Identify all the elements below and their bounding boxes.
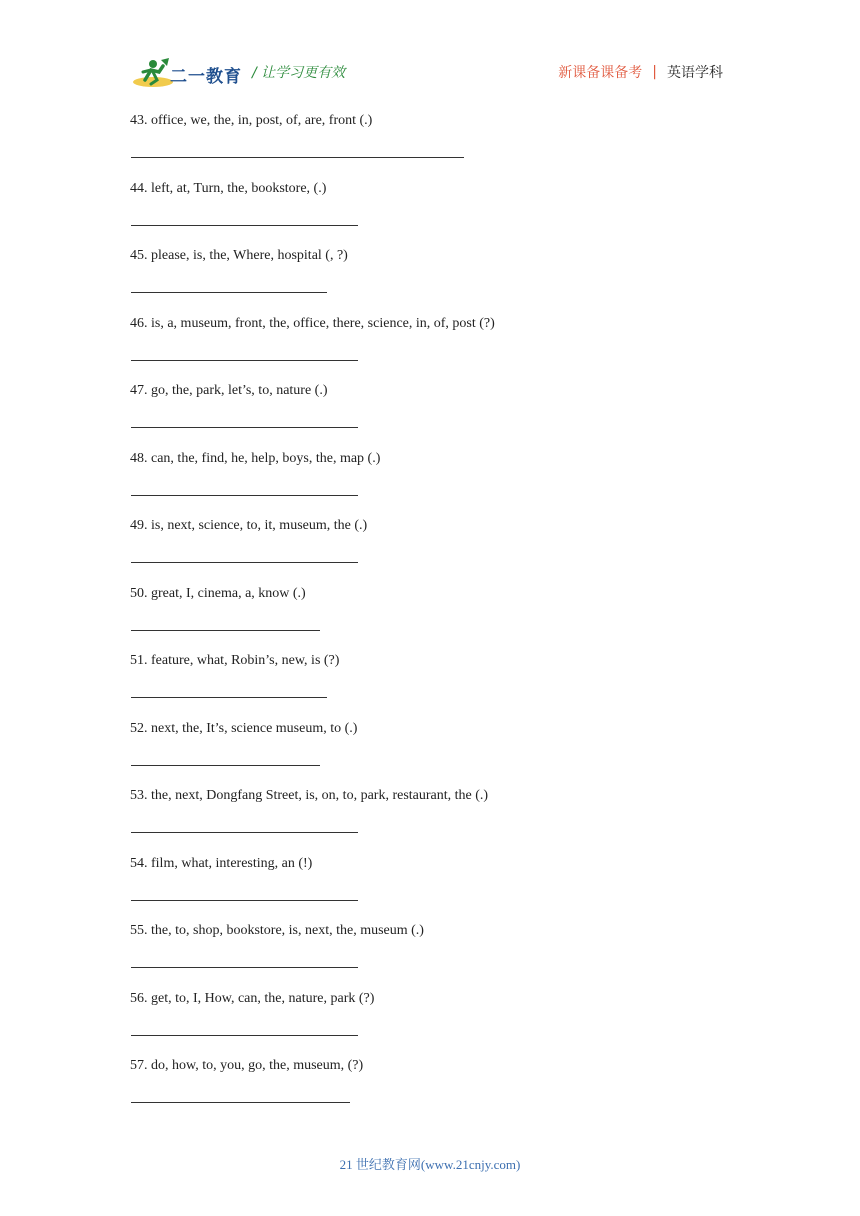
question-text [130, 585, 306, 603]
question-number: 51. [130, 653, 148, 668]
question-words: left, at, Turn, the, bookstore, (.) [151, 180, 327, 196]
answer-line[interactable] [131, 495, 358, 496]
question-item [130, 315, 730, 383]
question-text [130, 990, 374, 1008]
question-words: get, to, I, How, can, the, nature, park (?) [151, 990, 375, 1006]
answer-line[interactable] [131, 697, 327, 698]
question-item [130, 247, 730, 315]
question-text [130, 720, 357, 738]
question-words: the, next, Dongfang Street, is, on, to, park, restaurant, the (.) [151, 788, 489, 803]
header-subject [558, 62, 723, 82]
question-words: next, the, It’s, science museum, to (.) [151, 720, 358, 736]
question-number: 57. [130, 1058, 148, 1073]
question-words: can, the, find, he, help, boys, the, map (.) [151, 450, 381, 466]
question-item [130, 585, 730, 653]
answer-line[interactable] [131, 360, 358, 361]
question-text [130, 382, 328, 400]
question-number: 52. [130, 720, 148, 736]
header-course-label: 新课备课备考 [558, 65, 643, 81]
question-number: 44. [130, 180, 148, 196]
question-item [130, 922, 730, 990]
question-text [130, 180, 326, 198]
question-text [130, 922, 424, 940]
question-item [130, 855, 730, 923]
question-item [130, 517, 730, 585]
question-text [130, 450, 380, 468]
question-number: 56. [130, 990, 148, 1006]
question-item [130, 450, 730, 518]
question-item [130, 1057, 730, 1125]
question-words: please, is, the, Where, hospital (, ?) [151, 248, 348, 263]
answer-line[interactable] [131, 832, 358, 833]
question-words: great, I, cinema, a, know (.) [151, 585, 306, 601]
answer-line[interactable] [131, 1102, 350, 1103]
question-item [130, 382, 730, 450]
question-item [130, 720, 730, 788]
question-words: do, how, to, you, go, the, museum, (?) [151, 1058, 364, 1073]
page-footer: 21 世纪教育网(www.21cnjy.com) [339, 1157, 521, 1172]
question-number: 47. [130, 383, 148, 398]
question-number: 45. [130, 248, 148, 263]
question-number: 53. [130, 788, 148, 803]
answer-line[interactable] [131, 630, 320, 631]
answer-line[interactable] [131, 157, 464, 158]
question-words: office, we, the, in, post, of, are, front (.) [151, 113, 373, 128]
logo-text: 二一教育 [170, 67, 242, 87]
question-item [130, 652, 730, 720]
question-number: 54. [130, 855, 148, 871]
question-text [130, 787, 488, 805]
question-number: 48. [130, 450, 148, 466]
header-separator: | [652, 64, 657, 80]
question-item [130, 112, 730, 180]
question-text [130, 517, 367, 535]
question-words: feature, what, Robin’s, new, is (?) [151, 653, 340, 668]
question-words: is, next, science, to, it, museum, the (.) [151, 518, 368, 533]
question-text [130, 315, 495, 333]
question-item [130, 180, 730, 248]
question-words: go, the, park, let’s, to, nature (.) [151, 383, 328, 398]
question-number: 43. [130, 113, 148, 128]
answer-line[interactable] [131, 427, 358, 428]
page-header [0, 0, 860, 100]
question-number: 46. [130, 315, 148, 331]
question-number: 50. [130, 585, 148, 601]
question-number: 49. [130, 518, 148, 533]
question-words: the, to, shop, bookstore, is, next, the, museum (.) [151, 923, 424, 938]
answer-line[interactable] [131, 562, 358, 563]
answer-line[interactable] [131, 1035, 358, 1036]
question-words: film, what, interesting, an (!) [151, 855, 313, 871]
question-item [130, 787, 730, 855]
question-item [130, 990, 730, 1058]
question-text [130, 652, 339, 670]
question-text [130, 855, 312, 873]
header-subject-label: 英语学科 [667, 65, 723, 81]
question-text [130, 1057, 363, 1075]
answer-line[interactable] [131, 967, 358, 968]
question-list [130, 112, 730, 1125]
answer-line[interactable] [131, 900, 358, 901]
question-words: is, a, museum, front, the, office, there, science, in, of, post (?) [151, 315, 495, 331]
question-number: 55. [130, 923, 148, 938]
question-text [130, 247, 348, 265]
answer-line[interactable] [131, 765, 320, 766]
slogan: / 让学习更有效 [252, 65, 346, 81]
answer-line[interactable] [131, 225, 358, 226]
answer-line[interactable] [131, 292, 327, 293]
question-text [130, 112, 372, 130]
